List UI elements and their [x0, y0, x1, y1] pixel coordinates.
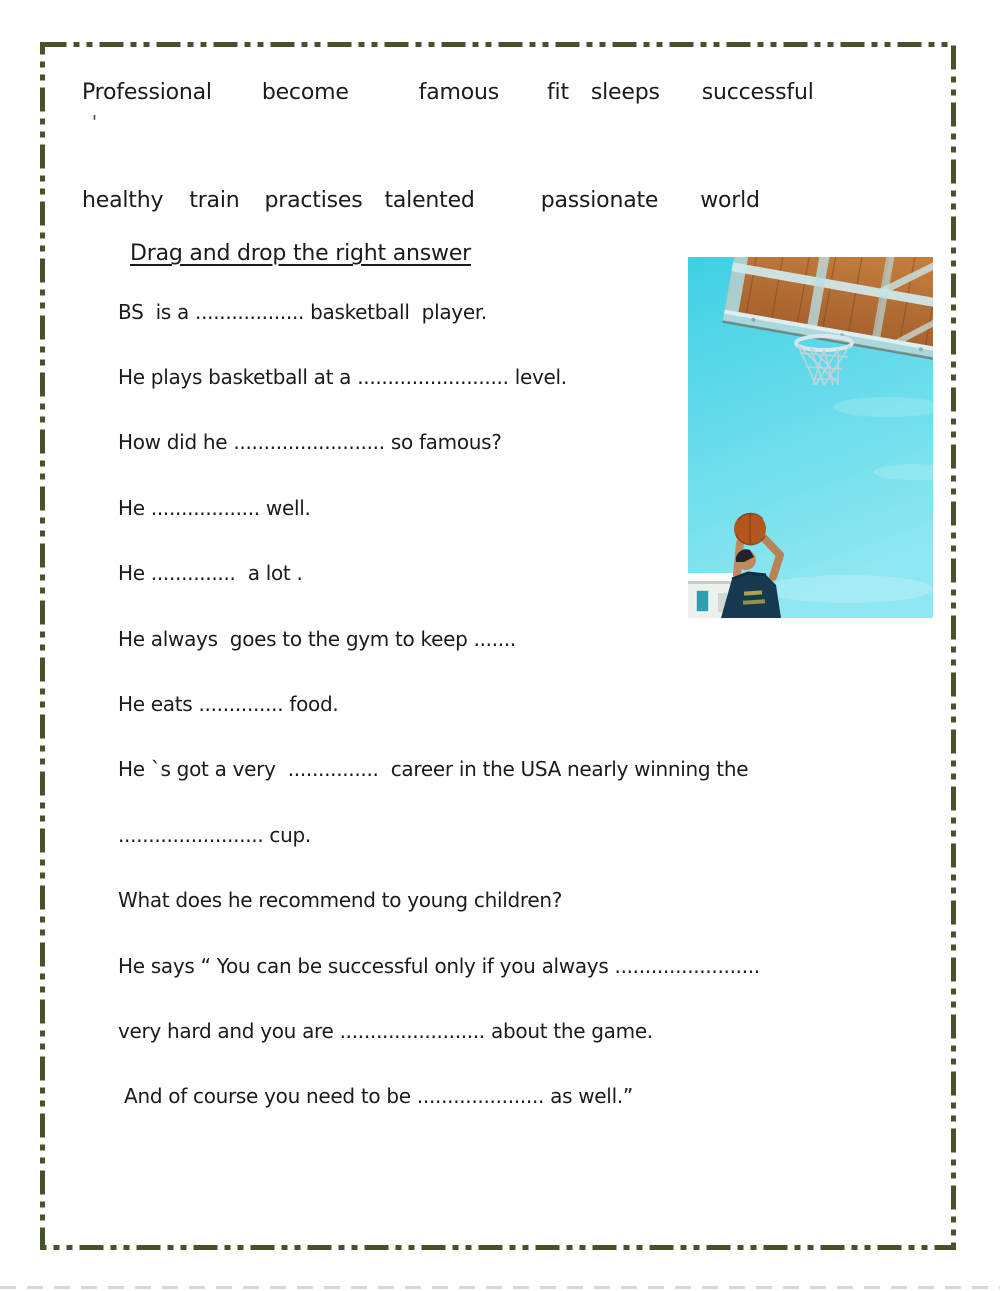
word-bank-word[interactable]: become	[261, 80, 349, 105]
basketball-photo	[688, 257, 933, 618]
sentence-line[interactable]: And of course you need to be ..................... as well.”	[118, 1084, 633, 1109]
sentence-line[interactable]: He plays basketball at a ......................... level.	[118, 365, 567, 390]
word-bank-word[interactable]: successful	[701, 80, 814, 105]
word-bank-word[interactable]: healthy	[82, 188, 164, 213]
sentence-line[interactable]: He eats .............. food.	[118, 692, 339, 717]
sentence-line[interactable]: How did he ......................... so famous?	[118, 430, 502, 455]
word-bank-word[interactable]: fit	[546, 80, 569, 105]
word-bank-word[interactable]: famous	[418, 80, 499, 105]
word-bank-word[interactable]: sleeps	[590, 80, 660, 105]
sentence-line[interactable]: He always goes to the gym to keep .......	[118, 626, 516, 651]
word-bank-row-1	[82, 80, 814, 105]
sentence-line[interactable]: He `s got a very ............... career in the USA nearly winning the	[118, 757, 749, 782]
sentence-line[interactable]: He .............. a lot .	[118, 561, 303, 586]
word-bank-word[interactable]: passionate	[540, 188, 659, 213]
stray-mark: '	[92, 112, 97, 133]
sentence-line[interactable]: He .................. well.	[118, 495, 311, 520]
word-bank-word[interactable]: world	[700, 188, 760, 213]
basketball-photo-art	[688, 257, 933, 618]
cloud	[763, 575, 933, 603]
sentence-line[interactable]: very hard and you are ........................ about the game.	[118, 1018, 653, 1043]
word-bank-row-2	[82, 188, 760, 213]
sentence-list	[118, 279, 760, 1129]
word-bank-word[interactable]: train	[189, 188, 240, 213]
instruction-heading: Drag and drop the right answer	[130, 241, 471, 266]
word-bank-word[interactable]: Professional	[82, 80, 212, 105]
sentence-line[interactable]: ........................ cup.	[118, 822, 311, 847]
sentence-line[interactable]: BS is a .................. basketball player.	[118, 299, 487, 324]
sentence-line[interactable]: He says “ You can be successful only if you always ........................	[118, 953, 760, 978]
sentence-line[interactable]: What does he recommend to young children?	[118, 888, 563, 913]
word-bank-word[interactable]: practises	[264, 188, 363, 213]
word-bank-word[interactable]: talented	[384, 188, 475, 213]
next-page-border-hint	[0, 1286, 1000, 1289]
